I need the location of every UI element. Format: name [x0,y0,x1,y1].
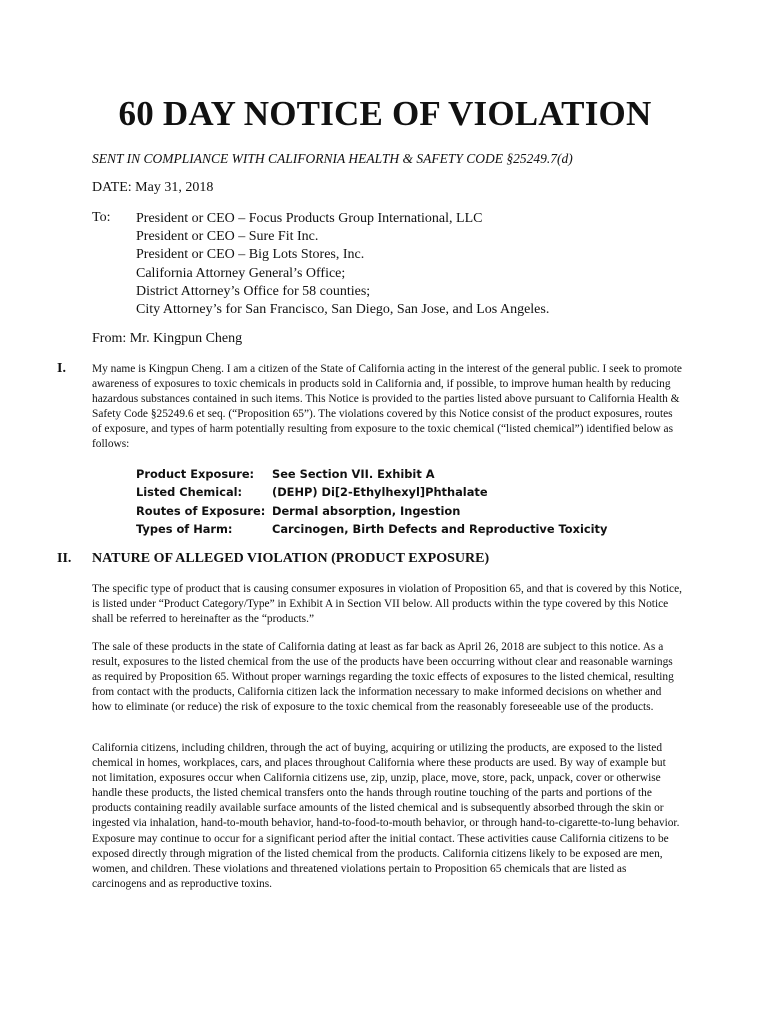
recipient-item: President or CEO – Big Lots Stores, Inc. [136,247,365,263]
exposure-summary [136,465,607,539]
summary-key: Listed Chemical: [136,485,243,500]
section-paragraph: The sale of these products in the state of California dating at least as far back as April 26, 2018 are subject to this notice. As a result, exposures to the listed chemical from the use of the products have been occurring without clear and reasonable warnings as required by Proposition 65. Without proper warnings regarding the toxic effects of exposures to the listed chemical, resulting from contact with the products, California citizen lack the information necessary to make informed decisions on whether and how to eliminate (or reduce) the risk of exposure to the toxic chemical from the reasonably foreseeable use of the products. [92,641,674,714]
section-title: NATURE OF ALLEGED VIOLATION (PRODUCT EXPOSURE) [92,551,490,566]
summary-row [136,502,607,520]
recipient-item: City Attorney’s for San Francisco, San Diego, San Jose, and Los Angeles. [136,302,550,318]
summary-key: Routes of Exposure: [136,503,266,518]
summary-value: Dermal absorption, Ingestion [272,503,461,518]
summary-row [136,483,607,501]
section-paragraph: California citizens, including children, through the act of buying, acquiring or utilizing the products, are exposed to the listed chemical in homes, workplaces, cars, and places throughout California where these products are used. By way of example but not limitation, exposures occur when California citizens use, zip, unzip, place, move, store, pack, unpack, cover or otherwise handle these products, the listed chemical transfers onto the hands through routine touching of the parts and portions of the products containing readily available surface amounts of the listed chemical and is subsequently absorbed through the skin or ingested via inhalation, hand-to-mouth behavior, hand-to-food-to-mouth behavior, or through hand-to-cigarette-to-lung behavior. Exposure may continue to occur for a significant period after the initial contact. These activities cause California citizens to be exposed directly through migration of the listed chemical from the products. California citizens likely to be exposed are men, women, and children. These violations and threatened violations pertain to Proposition 65 chemicals that are listed as carcinogens and as reproductive toxins. [92,742,680,890]
summary-key: Product Exposure: [136,467,255,481]
summary-value: See Section VII. Exhibit A [272,467,435,481]
recipient-item: District Attorney’s Office for 58 counties; [136,283,371,299]
summary-value: Carcinogen, Birth Defects and Reproductive Toxicity [272,522,608,537]
page-title: 60 DAY NOTICE OF VIOLATION [118,94,652,133]
summary-key: Types of Harm: [136,522,233,537]
to-label: To: [92,210,111,225]
section-number: I. [57,361,66,376]
subtitle: SENT IN COMPLIANCE WITH CALIFORNIA HEALTH & SAFETY CODE §25249.7(d) [92,151,573,166]
section-paragraph: The specific type of product that is causing consumer exposures in violation of Proposition 65, and that is covered by this Notice, is listed under “Product Category/Type” in Exhibit A in Section VII below. All products within the type covered by this Notice shall be referred to hereinafter as the “products.” [92,583,682,626]
summary-row [136,465,607,483]
recipient-item: President or CEO – Sure Fit Inc. [136,229,319,245]
recipient-item: California Attorney General’s Office; [136,265,346,281]
recipient-list [136,210,549,319]
summary-value: (DEHP) Di[2-Ethylhexyl]Phthalate [272,485,488,500]
notice-date: DATE: May 31, 2018 [92,180,214,195]
summary-row [136,520,607,538]
recipient-item: President or CEO – Focus Products Group International, LLC [136,211,483,226]
sender-line: From: Mr. Kingpun Cheng [92,331,243,346]
section-paragraph: My name is Kingpun Cheng. I am a citizen of the State of California acting in the interest of the general public. I seek to promote awareness of exposures to toxic chemicals in products sold in California and, if possible, to improve human health by reducing hazardous substances contained in such items. This Notice is provided to the parties listed above pursuant to California Health & Safety Code §25249.6 et seq. (“Proposition 65”). The violations covered by this Notice consist of the product exposures, routes of exposure, and types of harm potentially resulting from exposure to the toxic chemical (“listed chemical”) identified below as follows: [92,363,682,451]
section-number: II. [57,551,72,566]
